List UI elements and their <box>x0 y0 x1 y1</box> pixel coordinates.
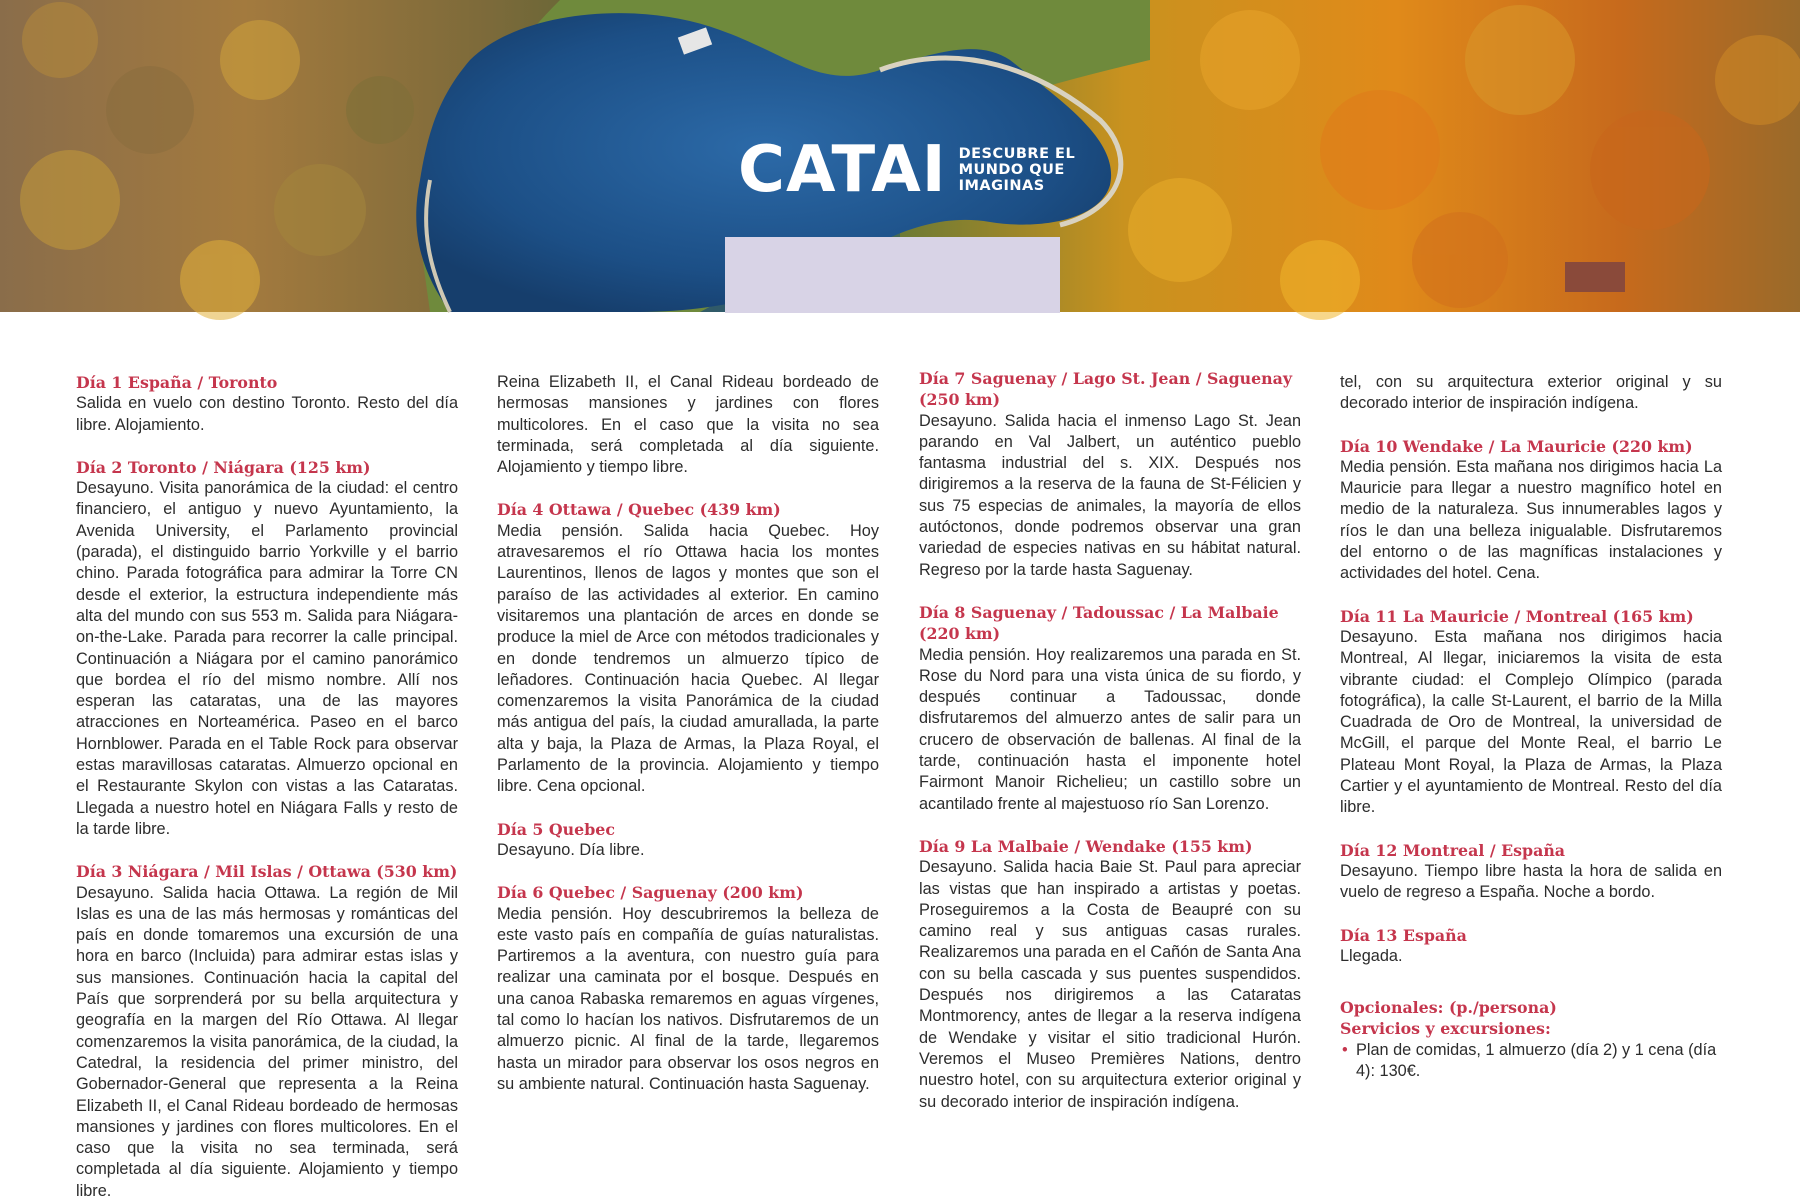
column-3 <box>919 368 1301 1111</box>
optionals-subtitle: Servicios y excursiones: <box>1340 1019 1551 1039</box>
day-title: Día 1 España / Toronto <box>76 373 278 392</box>
day-body: Salida en vuelo con destino Toronto. Resto del día libre. Alojamiento. <box>76 394 458 434</box>
day-body <box>919 857 1301 1111</box>
day-title: Día 2 Toronto / Niágara (125 km) <box>76 457 371 477</box>
bullet-icon: • <box>1342 1040 1348 1059</box>
day-6 <box>497 882 879 1095</box>
day-10 <box>1340 436 1722 585</box>
day-body: Media pensión. Esta mañana nos dirigimos hacia La Mauricie para llegar a nuestro magnífico hotel en medio de la naturaleza. Sus innumerables lagos y ríos le dan una belleza inigualable. Disfrutaremos del entorno o de las magníficas instalaciones y actividades del hotel. Cena. <box>1340 457 1722 583</box>
brand-tagline <box>959 146 1076 194</box>
day-13 <box>1340 925 1722 968</box>
day-11 <box>1340 606 1722 819</box>
optionals-title: Opcionales: (p./persona) <box>1340 998 1557 1018</box>
column-2 <box>497 372 879 1116</box>
lilac-panel <box>725 237 1060 313</box>
day-title: Día 4 Ottawa / Quebec (439 km) <box>497 500 781 520</box>
day-4 <box>497 499 879 797</box>
list-item <box>1340 1040 1722 1083</box>
day-body: Media pensión. Hoy descubriremos la belleza de este vasto país en compañía de guías naturalistas. Partiremos a la aventura, con nuestro guía para realizar una caminata por el bosque. Después en una canoa Rabaska remaremos en aguas vírgenes, tal como lo hacían los nativos. Disfrutaremos de un almuerzo picnic. Al final de la tarde, llegaremos hasta un mirador para observar los osos negros en su ambiente natural. Continuación hasta Saguenay. <box>497 904 879 1093</box>
day-body: Desayuno. Visita panorámica de la ciudad: el centro financiero, el antiguo y nuevo Ayuntamiento, la Avenida University, el Parlamento provincial (parada), el distinguido barrio Yorkville y el barrio chino. Parada fotográfica para admirar la Torre CN desde el exterior, la estructura independiente más alta del mundo con sus 553 m. Salida para Niágara-on-the-Lake. Parada para recorrer la calle principal. Continuación a Niágara por el camino panorámico que bordea el río del mismo nombre. Allí nos esperan las cataratas, una de las mayores atracciones en Norteamérica. Paseo en el barco Hornblower. Parada en el Table Rock para observar estas maravillosas cataratas. Almuerzo opcional en el Restaurante Skylon con vistas a las Cataratas. Llegada a nuestro hotel en Niágara Falls y resto de la tarde libre. <box>76 479 458 838</box>
day-title: Día 8 Saguenay / Tadoussac / La Malbaie (220 km) <box>919 602 1279 644</box>
day-body-continued: tel, con su arquitectura exterior original y su decorado interior de inspiración indígena. <box>1340 373 1722 413</box>
day-body: Desayuno. Día libre. <box>497 840 645 859</box>
day-9-body: Desayuno. Salida hacia Baie St. Paul para apreciar las vistas que han inspirado a artistas y poetas. Proseguiremos a la Costa de Beaupré con su camino real y sus antiguas casas rurales. Realizaremos una parada en el Cañón de Santa Ana con su bella cascada y sus puentes suspendidos. Después nos dirigiremos a las Cataratas Montmorency, antes de llegar a la reserva indígena de Wendake y visitar el sitio tradicional Hurón. Veremos el Museo Premières Nations, dentro nuestro hotel, con su arquitectura exterior original y su decorado interior de inspiración indígena. <box>919 858 1301 1111</box>
column-1 <box>76 372 458 1200</box>
day-title: Día 11 La Mauricie / Montreal (165 km) <box>1340 606 1694 626</box>
optionals-list <box>1340 1040 1722 1083</box>
day-body: Desayuno. Esta mañana nos dirigimos hacia Montreal, Al llegar, iniciaremos la visita de esta vibrante ciudad: el Complejo Olímpico (parada fotográfica), la calle St-Laurent, el barrio de la Milla Cuadrada de Oro de Montreal, la universidad de McGill, el parque del Monte Real, el barrio Le Plateau Mont Royal, la Plaza de Armas, la Plaza Cartier y el ayuntamiento de Montreal. Resto del día libre. <box>1340 627 1722 817</box>
day-5 <box>497 819 879 862</box>
day-title: Día 10 Wendake / La Mauricie (220 km) <box>1340 436 1693 456</box>
optionals <box>1340 997 1722 1082</box>
day-3-body: Desayuno. Salida hacia Ottawa. La región de Mil Islas es una de las más hermosas y románticas del país en donde tomaremos una excursión de una hora en barco (Incluida) para admirar estas islas y sus mansiones. Continuación hacia la capital del País que sorprenderá por su bella arquitectura y geografía en la margen del Río Ottawa. Al llegar comenzaremos la visita panorámica, de la ciudad, la Catedral, la residencia del primer ministro, del Gobernador-General que representa a la Reina Elizabeth II, el Canal Rideau bordeado de hermosas mansiones y jardines con flores multicolores. En el caso que la visita no sea terminada, será completada al día siguiente. Alojamiento y tiempo libre. <box>76 883 458 1200</box>
day-3-continued <box>497 372 879 478</box>
day-body: Media pensión. Hoy realizaremos una parada en St. Rose du Nord para una vista única de su fiordo, y después continuar a Tadoussac, donde disfrutaremos del almuerzo antes de salir para un crucero de observación de ballenas. Al final de la tarde, continuación hasta el imponente hotel Fairmont Manoir Richelieu; un castillo sobre un acantilado frente al majestuoso río San Lorenzo. <box>919 645 1301 813</box>
tagline-line-2: MUNDO QUE <box>958 162 1065 178</box>
day-9-continued <box>1340 372 1722 415</box>
day-title: Día 5 Quebec <box>497 819 615 839</box>
catai-logo[interactable] <box>738 133 1076 207</box>
tagline-line-3: IMAGINAS <box>958 178 1045 194</box>
day-7 <box>919 368 1301 581</box>
itinerary <box>76 369 1724 1200</box>
day-title: Día 13 España <box>1340 925 1467 945</box>
day-8 <box>919 602 1301 815</box>
day-title: Día 12 Montreal / España <box>1340 840 1566 860</box>
day-body-continued: Reina Elizabeth II, el Canal Rideau bordeado de hermosas mansiones y jardines con flores multicolores. En el caso que la visita no sea terminada, será completada al día siguiente. Alojamiento y tiempo libre. <box>497 373 879 477</box>
hero-photo <box>0 0 1800 312</box>
day-9 <box>919 836 1301 1111</box>
day-1 <box>76 372 458 436</box>
day-3 <box>76 861 458 1200</box>
day-title: Día 7 Saguenay / Lago St. Jean / Saguenay (250 km) <box>919 369 1293 410</box>
day-12 <box>1340 840 1722 904</box>
optional-item-text: Plan de comidas, 1 almuerzo (día 2) y 1 cena (día 4): 130€. <box>1356 1040 1717 1081</box>
day-body: Desayuno. Tiempo libre hasta la hora de salida en vuelo de regreso a España. Noche a bordo. <box>1340 861 1722 902</box>
day-body: Llegada. <box>1340 946 1403 965</box>
day-body <box>76 883 458 1200</box>
day-title: Día 3 Niágara / Mil Islas / Ottawa (530 km) <box>76 862 458 882</box>
day-body: Desayuno. Salida hacia el inmenso Lago St. Jean parando en Val Jalbert, un auténtico pueblo fantasma industrial del s. XIX. Después nos dirigiremos a la reserva de la fauna de St-Félicien y sus 75 especias de animales, la mayoría de ellos autóctonos, donde podremos observar una gran variedad de especies nativas en su hábitat natural. Regreso por la tarde hasta Saguenay. <box>919 411 1301 579</box>
tagline-line-1: DESCUBRE EL <box>958 146 1076 162</box>
day-2 <box>76 457 458 840</box>
column-4 <box>1340 372 1722 1082</box>
day-body: Media pensión. Salida hacia Quebec. Hoy atravesaremos el río Ottawa hacia los montes Laurentinos, llenos de lagos y montes que son el paraíso de las actividades al exterior. En camino visitaremos una plantación de arces en donde se produce la miel de Arce con métodos tradicionales y en donde tendremos un almuerzo típico de leñadores. Continuación hacia Quebec. Al llegar comenzaremos la visita Panorámica de la ciudad más antigua del país, la ciudad amurallada, la parte alta y baja, la Plaza de Armas, la Plaza Royal, el Parlamento de la provincia. Alojamiento y tiempo libre. Cena opcional. <box>497 521 879 796</box>
brand-name: CATAI <box>738 133 947 207</box>
day-title: Día 6 Quebec / Saguenay (200 km) <box>497 883 804 903</box>
day-title: Día 9 La Malbaie / Wendake (155 km) <box>919 836 1253 856</box>
